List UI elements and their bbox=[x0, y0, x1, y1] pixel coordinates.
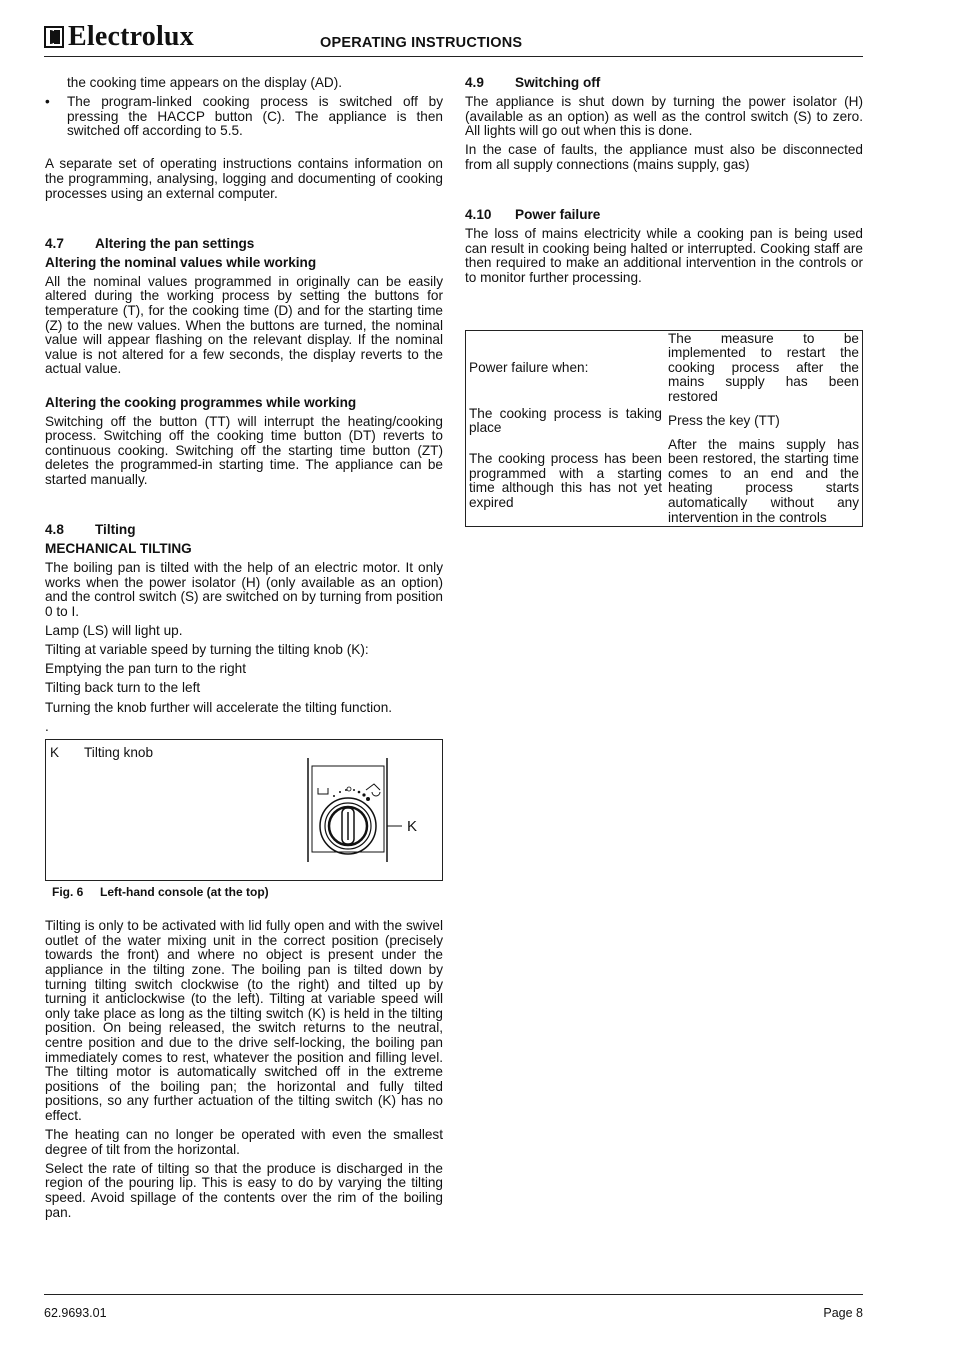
paragraph-tilting-rate: Select the rate of tilting so that the produce is discharged in the region of the pouring lip. This is easy to do by varying the tilting speed. Avoid spillage of the contents over the rim of the boiling pan. bbox=[45, 1160, 443, 1220]
paragraph-lamp: Lamp (LS) will light up. bbox=[45, 623, 183, 639]
table-row bbox=[466, 406, 863, 437]
bullet-item bbox=[45, 95, 443, 139]
subheading-mechanical-tilting: MECHANICAL TILTING bbox=[45, 541, 192, 557]
left-column bbox=[45, 76, 443, 1225]
figure-number: Fig. 6 bbox=[52, 884, 84, 899]
section-number: 4.7 bbox=[45, 235, 64, 251]
paragraph-tilting-back: Tilting back turn to the left bbox=[45, 680, 201, 696]
paragraph-dot: . bbox=[45, 718, 49, 734]
power-failure-table bbox=[465, 330, 863, 528]
paragraph-heating-tilt: The heating can no longer be operated with even the smallest degree of tilt from the horizontal. bbox=[45, 1127, 443, 1157]
section-4-9-heading bbox=[465, 76, 863, 91]
subheading-nominal-values: Altering the nominal values while working bbox=[45, 254, 317, 270]
table-cell: Power failure when: bbox=[469, 359, 589, 375]
table-cell: Press the key (TT) bbox=[668, 412, 780, 428]
paragraph-variable-speed: Tilting at variable speed by turning the tilting knob (K): bbox=[45, 642, 369, 658]
section-4-8-heading bbox=[45, 523, 443, 538]
right-column bbox=[465, 76, 863, 527]
brand-name: Electrolux bbox=[68, 21, 194, 52]
figure-6-caption bbox=[52, 885, 443, 900]
paragraph-separate-set: A separate set of operating instructions contains information on the programming, analysing, logging and documenting of cooking processes using an external computer. bbox=[45, 156, 443, 201]
electrolux-logo-icon bbox=[44, 26, 64, 48]
section-4-10-heading bbox=[465, 208, 863, 223]
paragraph-shutdown: The appliance is shut down by turning the power isolator (H) (available as an option) as well as the control switch (S) to zero. All lights will go out when this is done. bbox=[465, 94, 863, 139]
section-title: Switching off bbox=[515, 75, 601, 90]
section-title: Power failure bbox=[515, 207, 601, 223]
tilting-knob[interactable] bbox=[320, 798, 376, 854]
section-number: 4.9 bbox=[465, 75, 484, 90]
section-4-7-heading bbox=[45, 237, 443, 252]
paragraph-tilting-motor: The boiling pan is tilted with the help of an electric motor. It only works when the power isolator (H) (only available as an option) and the control switch (S) are switched on by turning from position 0 to I. bbox=[45, 560, 443, 620]
drain-icon bbox=[318, 788, 328, 794]
section-number: 4.8 bbox=[45, 522, 64, 538]
paragraph-cooking-programmes: Switching off the button (TT) will interrupt the heating/cooking process. Switching off the cooking time button (DT) reverts to continuous cooking. Switching off the starting time button (ZT) deletes the programmed-in starting time. The appliance can be started manually. bbox=[45, 413, 443, 487]
callout-k: K bbox=[407, 817, 418, 835]
bullet-symbol: • bbox=[45, 94, 50, 110]
document-number: 62.9693.01 bbox=[44, 1306, 107, 1320]
tilting-knob-illustration bbox=[304, 756, 444, 866]
table-row bbox=[466, 437, 863, 527]
bullet-text: The program-linked cooking process is switched off by pressing the HACCP button (C). The appliance is then switched off according to 5.5. bbox=[67, 94, 443, 139]
table-cell: After the mains supply has been restored, the starting time comes to an end and the heating process starts automatically without any intervention in the controls bbox=[668, 436, 859, 525]
subheading-cooking-programmes: Altering the cooking programmes while working bbox=[45, 394, 357, 410]
section-number: 4.10 bbox=[465, 207, 492, 223]
legend-key: K bbox=[50, 744, 60, 760]
section-title: Tilting bbox=[95, 522, 136, 538]
paragraph-power-failure: The loss of mains electricity while a cooking pan is being used can result in cooking being halted or interrupted. Cooking staff are then required to make an additional intervention in the controls or to monitor further processing. bbox=[465, 226, 863, 285]
table-cell: The measure to be implemented to restart the cooking process after the mains supply has been restored bbox=[668, 330, 859, 404]
tilt-back-icon bbox=[366, 784, 380, 796]
figure-legend bbox=[50, 746, 153, 761]
figure-caption-text: Left-hand console (at the top) bbox=[100, 884, 269, 899]
table-cell: The cooking process has been programmed with a starting time although this has not yet expired bbox=[469, 451, 662, 511]
paragraph-nominal-values: All the nominal values programmed in originally can be easily altered during the working process by setting the buttons for temperature (T), for the cooking time (D) and for the starting time (Z) to the new values. When the buttons are turned, the nominal value will appear flashing on the relevant display. If the nominal value is not altered for a few seconds, the display reverts to the actual value. bbox=[45, 273, 443, 377]
page-footer bbox=[44, 1294, 863, 1320]
paragraph-accelerate: Turning the knob further will accelerate the tilting function. bbox=[45, 699, 393, 715]
section-title: Altering the pan settings bbox=[95, 235, 255, 251]
figure-6-box bbox=[45, 739, 443, 881]
paragraph-faults: In the case of faults, the appliance must also be disconnected from all supply connections (mains supply, gas) bbox=[465, 142, 863, 172]
continued-text: the cooking time appears on the display (AD). bbox=[67, 75, 343, 90]
legend-label: Tilting knob bbox=[84, 744, 154, 760]
brand-logo bbox=[44, 22, 194, 52]
page-number: Page 8 bbox=[823, 1306, 863, 1320]
header-title: OPERATING INSTRUCTIONS bbox=[320, 35, 523, 51]
table-cell: The cooking process is taking place bbox=[469, 405, 662, 436]
paragraph-emptying: Emptying the pan turn to the right bbox=[45, 661, 247, 677]
page-header bbox=[44, 22, 863, 57]
paragraph-tilting-procedure: Tilting is only to be activated with lid fully open and with the swivel outlet of the water mixing unit in the correct position (precisely towards the front) and where no object is present under the appliance in the tilting zone. The boiling pan is tilted down by turning tilting switch clockwise (to the right) and tilted up by turning it anticlockwise (to the left). Tilting at variable speed will only take place as long as the tilting switch (K) is held in the tilting position. On being released, the switch returns to the neutral, centre position and due to the drive self-locking, the boiling pan immediately comes to rest, whatever the position and filling level. The tilting motor is automatically switched off in the extreme positions of the boiling pan; the horizontal and fully tilted positions, so any further actuation of the tilting switch (K) has no effect. bbox=[45, 918, 443, 1123]
table-row bbox=[466, 330, 863, 405]
